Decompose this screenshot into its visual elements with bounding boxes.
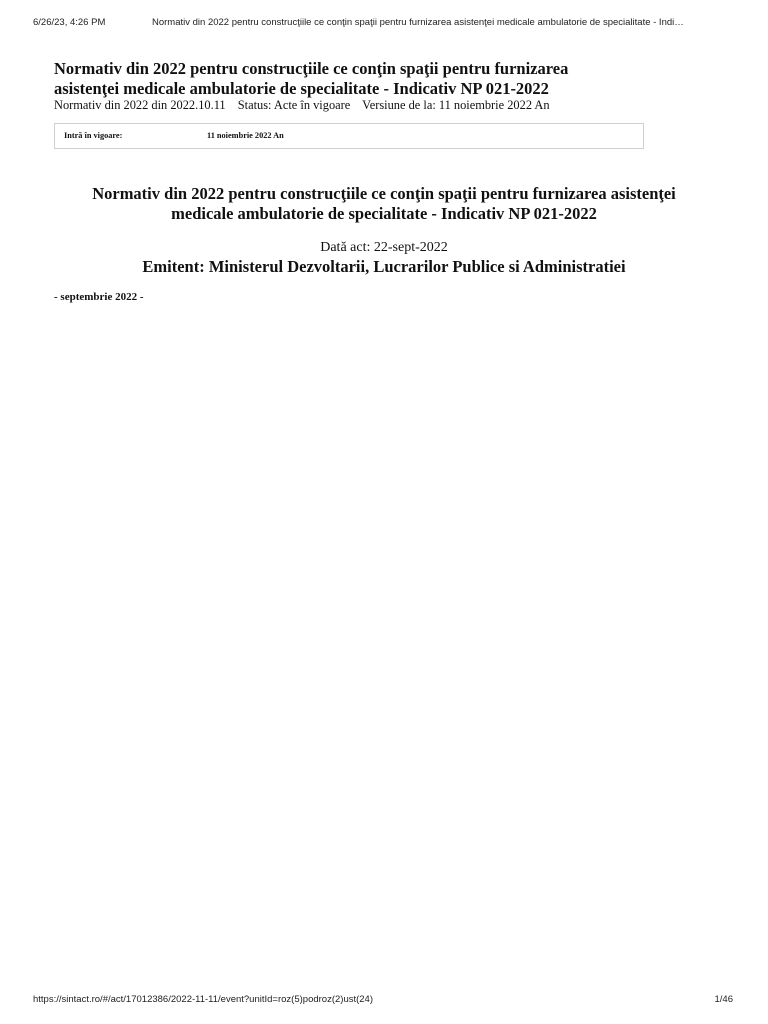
print-url: https://sintact.ro/#/act/17012386/2022-11-11/event?unitId=roz(5)podroz(2)ust(24): [33, 994, 374, 1005]
month-note: - septembrie 2022 -: [54, 291, 144, 303]
act-title: [34, 184, 734, 224]
print-footer: [0, 994, 768, 1008]
act-title-line-1: Normativ din 2022 pentru construcţiile ce conţin spaţii pentru furnizarea asistenţei: [92, 184, 676, 203]
document-heading: [54, 59, 654, 99]
page-number: 1/46: [714, 994, 733, 1005]
meta-status: Status: Acte în vigoare: [237, 98, 351, 112]
print-datetime: 6/26/23, 4:26 PM: [33, 17, 106, 28]
act-title-line-2: medicale ambulatorie de specialitate - Indicativ NP 021-2022: [171, 204, 597, 223]
meta-version: Versiune de la: 11 noiembrie 2022 An: [362, 98, 550, 112]
print-document-title: Normativ din 2022 pentru construcţiile ce conţin spaţii pentru furnizarea asistenţei medicale ambulatorie de specialitate - Indi…: [152, 17, 684, 28]
print-header: [0, 17, 768, 31]
document-heading-line-2: asistenţei medicale ambulatorie de specialitate - Indicativ NP 021-2022: [54, 79, 549, 98]
act-issuer: Emitent: Ministerul Dezvoltarii, Lucrarilor Publice si Administratiei: [142, 257, 626, 276]
effective-date-box: [54, 123, 644, 149]
document-meta: [54, 98, 694, 113]
act-date: Dată act: 22-sept-2022: [320, 240, 448, 255]
document-heading-line-1: Normativ din 2022 pentru construcţiile ce conţin spaţii pentru furnizarea: [54, 59, 569, 78]
effective-date-label: Intră în vigoare:: [64, 131, 123, 140]
effective-date-value: 11 noiembrie 2022 An: [207, 131, 284, 140]
meta-name-date: Normativ din 2022 din 2022.10.11: [54, 98, 226, 112]
